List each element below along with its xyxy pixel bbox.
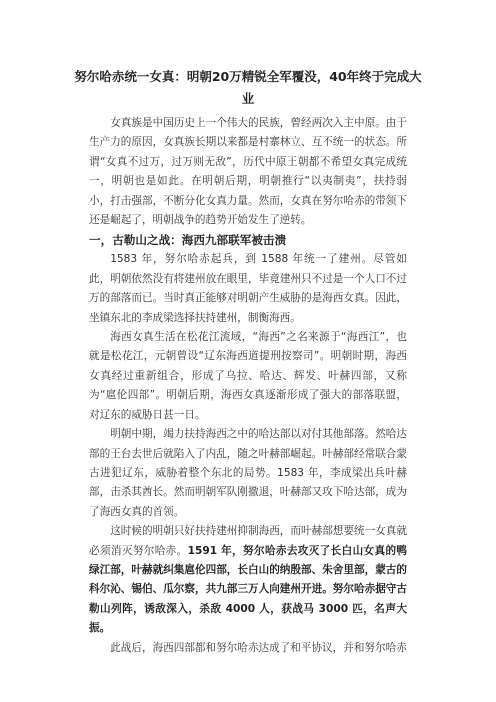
body-paragraph — [89, 328, 407, 425]
document-body — [89, 114, 407, 658]
body-paragraph — [89, 425, 407, 522]
document-title: 努尔哈赤统一女真：明朝20万精锐全军覆没，40年终于完成大业 — [74, 69, 422, 106]
body-paragraph — [89, 250, 407, 328]
paragraph-text: 明朝中期，竭力扶持海西之中的哈达部以对付其他部落。然哈达部的王台去世后就陷入了内乱，随之叶赫部崛起。叶赫部经常联合蒙古进犯辽东，威胁着整个东北的局势。1583 年，李成梁出兵叶赫部，击杀其酋长。然而明朝军队刚撤退，叶赫部又攻下哈达部，成为了海西女真的首领。 — [89, 428, 407, 518]
paragraph-text: 1583 年，努尔哈赤起兵，到 1588 年统一了建州。尽管如此，明朝依然没有将建州放在眼里，毕竟建州只不过是一个人口不过万的部落而已。当时真正能够对明朝产生威胁的是海西女真。因此，坐镇东北的李成梁选择扶持建州，制衡海西。 — [89, 253, 407, 324]
body-paragraph — [89, 114, 407, 230]
bold-text: 1591 年，努尔哈赤去攻灭了长白山女真的鸭绿江部，叶赫就纠集扈伦四部，长白山的纳殷部、朱舍里部，蒙古的科尔沁、锡伯、瓜尔察，共九部三万人向建州开进。努尔哈赤据守古勒山列阵，诱敌深入，杀敌 4000 人，获战马 3000 匹，名声大振。 — [89, 544, 407, 635]
paragraph-text: 女真族是中国历史上一个伟大的民族，曾经两次入主中原。由于生产力的原因，女真族长期以来都是村寨林立、互不统一的状态。所谓“女真不过万，过万则无敌”，历代中原王朝都不希望女真完成统一，明朝也是如此。在明朝后期，明朝推行“以夷制夷”，扶持弱小，打击强部，不断分化女真力量。然而，女真在努尔哈赤的带领下还是崛起了，明朝战争的趋势开始发生了逆转。 — [89, 117, 407, 227]
paragraph-text: 此战后，海西四部都和努尔哈赤达成了和平协议，并和努尔哈赤 — [110, 641, 407, 654]
bold-text: 一，古勒山之战：海西九部联军被击溃 — [89, 233, 287, 248]
section-heading — [89, 230, 407, 250]
body-paragraph — [89, 522, 407, 638]
paragraph-text: 这时候的明朝只好扶持建州抑制海西，而叶赫部想要统一女真就必须消灭努尔哈赤。 — [89, 525, 407, 557]
body-paragraph — [89, 639, 407, 658]
paragraph-text: 海西女真生活在松花江流域，“海西”之名来源于“海西江”，也就是松花江，元朝曾设“辽东海西道提刑按察司”。明朝时期，海西女真经过重新组合，形成了乌拉、哈达、辉发、叶赫四部，又称为“扈伦四部”。明朝后期，海西女真逐渐形成了强大的部落联盟，对辽东的威胁日甚一日。 — [89, 331, 407, 421]
